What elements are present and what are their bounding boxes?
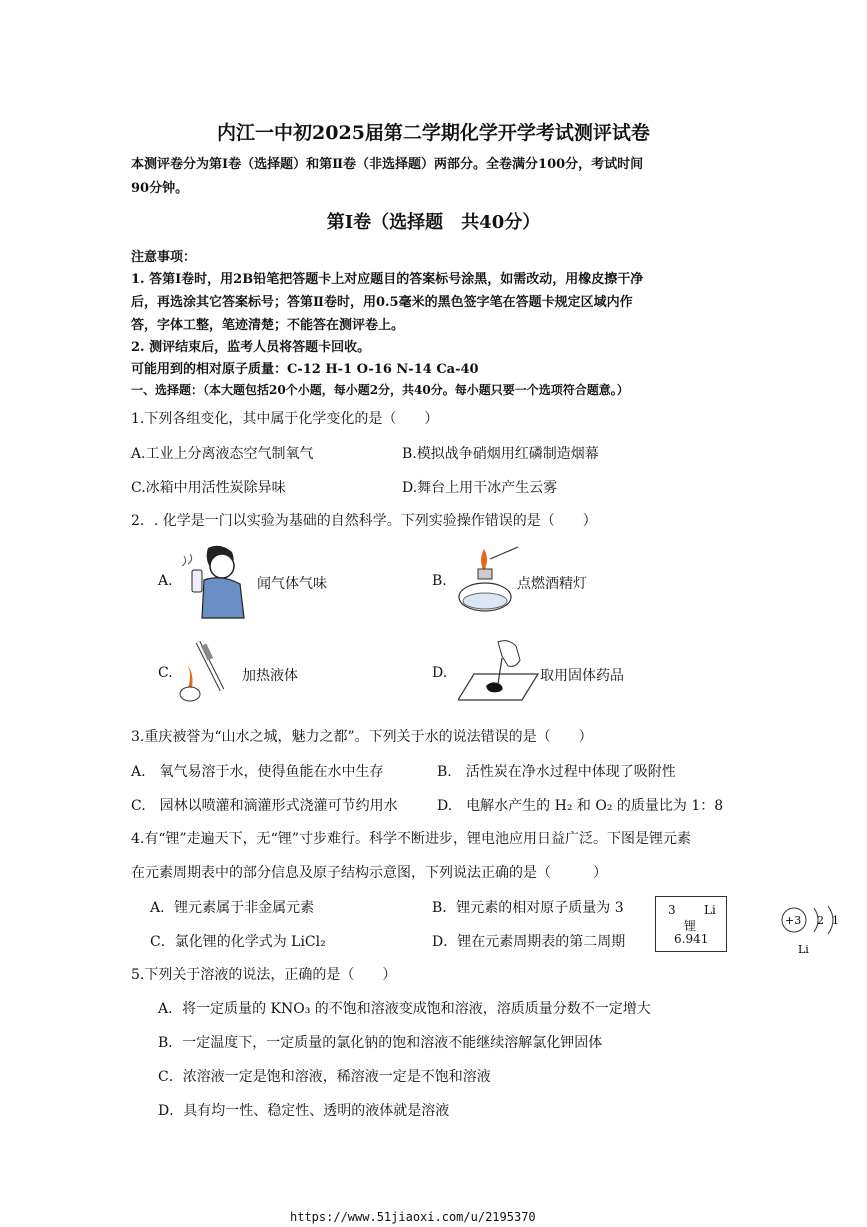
atom-structure-diagram — [778, 904, 867, 958]
intro-line-2: 90分钟。 — [131, 181, 189, 196]
atomic-masses: 可能用到的相对原子质量：C-12 H-1 O-16 N-14 Ca-40 — [131, 362, 479, 377]
q5-option-c: C．浓溶液一定是饱和溶液，稀溶液一定是不饱和溶液 — [158, 1069, 491, 1085]
note-line: 答，字体工整，笔迹清楚；不能答在测评卷上。 — [131, 318, 405, 333]
q1-option-a: A.工业上分离液态空气制氧气 — [131, 446, 314, 462]
q3-option-a: A. 氧气易溶于水，使得鱼能在水中生存 — [131, 764, 384, 780]
q2-option-a-letter: A. — [158, 573, 173, 589]
q1-option-d: D.舞台上用干冰产生云雾 — [402, 480, 558, 496]
q2-option-d-letter: D. — [432, 665, 448, 681]
q4-option-c: C．氯化锂的化学式为 LiCl₂ — [150, 934, 326, 950]
note-line: 后，再选涂其它答案标号；答第Ⅱ卷时，用0.5毫米的黑色签字笔在答题卡规定区域内作 — [131, 295, 633, 310]
q3-option-d: D. 电解水产生的 H₂ 和 O₂ 的质量比为 1：8 — [437, 798, 724, 814]
q3-option-b: B. 活性炭在净水过程中体现了吸附性 — [437, 764, 676, 780]
q5-option-d: D．具有均一性、稳定性、透明的液体就是溶液 — [158, 1103, 450, 1119]
smelling-gas-illustration — [178, 540, 260, 620]
intro-line-1: 本测评卷分为第Ⅰ卷（选择题）和第Ⅱ卷（非选择题）两部分。全卷满分100分，考试时间 — [131, 157, 644, 172]
note-line: 2. 测评结束后，监考人员将答题卡回收。 — [131, 340, 371, 355]
q2-option-c-text: 加热液体 — [242, 668, 298, 684]
section-title: 第Ⅰ卷（选择题 共40分） — [326, 212, 541, 233]
q3-option-c: C. 园林以喷灌和滴灌形式浇灌可节约用水 — [131, 798, 398, 814]
note-line: 1. 答第Ⅰ卷时，用2B铅笔把答题卡上对应题目的答案标号涂黑，如需改动，用橡皮擦干净 — [131, 272, 644, 287]
atomic-mass: 6.941 — [674, 932, 709, 946]
q4-option-b: B．锂元素的相对原子质量为 3 — [432, 900, 624, 916]
element-name: 锂 — [684, 919, 697, 933]
q3-stem: 3.重庆被誉为“山水之城，魅力之都”。下列关于水的说法错误的是（ ） — [131, 729, 593, 745]
q5-stem: 5.下列关于溶液的说法，正确的是（ ） — [131, 967, 397, 983]
q5-option-a: A．将一定质量的 KNO₃ 的不饱和溶液变成饱和溶液，溶质质量分数不一定增大 — [158, 1001, 651, 1017]
q5-option-b: B．一定温度下，一定质量的氯化钠的饱和溶液不能继续溶解氯化钾固体 — [158, 1035, 603, 1051]
element-symbol: Li — [704, 903, 716, 917]
q2-stem: 2．. 化学是一门以实验为基础的自然科学。下列实验操作错误的是（ ） — [131, 513, 597, 529]
q2-option-a-text: 闻气体气味 — [257, 576, 327, 592]
atomic-number: 3 — [668, 903, 676, 917]
q4-stem-line-1: 4.有“锂”走遍天下，无“锂”寸步难行。科学不断进步，锂电池应用日益广泛。下图是锂元素 — [131, 831, 691, 847]
atom-nucleus: +3 — [785, 914, 802, 927]
q2-option-b-letter: B. — [432, 573, 447, 589]
footer-url[interactable]: https://www.51jiaoxi.com/u/2195370 — [290, 1210, 536, 1224]
atom-label: Li — [798, 943, 809, 956]
periodic-table-cell — [655, 896, 727, 952]
q4-stem-line-2: 在元素周期表中的部分信息及原子结构示意图，下列说法正确的是（ ） — [131, 865, 607, 881]
q2-option-c-letter: C. — [158, 665, 173, 681]
q2-option-b-text: 点燃酒精灯 — [517, 576, 587, 592]
taking-solid-illustration — [458, 636, 540, 702]
q1-option-c: C.冰箱中用活性炭除异味 — [131, 480, 286, 496]
alcohol-lamp-illustration — [450, 545, 520, 617]
q4-option-d: D．锂在元素周期表的第二周期 — [432, 934, 626, 950]
notes-heading: 注意事项： — [131, 250, 197, 265]
q1-stem: 1.下列各组变化，其中属于化学变化的是（ ） — [131, 411, 439, 427]
heating-liquid-illustration — [176, 638, 240, 704]
atom-shell-1: 2 — [817, 914, 824, 927]
q2-option-d-text: 取用固体药品 — [540, 668, 624, 684]
q1-option-b: B.模拟战争硝烟用红磷制造烟幕 — [402, 446, 599, 462]
page-title: 内江一中初2025届第二学期化学开学考试测评试卷 — [217, 122, 650, 144]
atom-shell-2: 1 — [832, 914, 839, 927]
q4-option-a: A．锂元素属于非金属元素 — [150, 900, 315, 916]
part1-heading: 一、选择题：（本大题包括20个小题，每小题2分，共40分。每小题只要一个选项符合题意。） — [131, 383, 629, 397]
